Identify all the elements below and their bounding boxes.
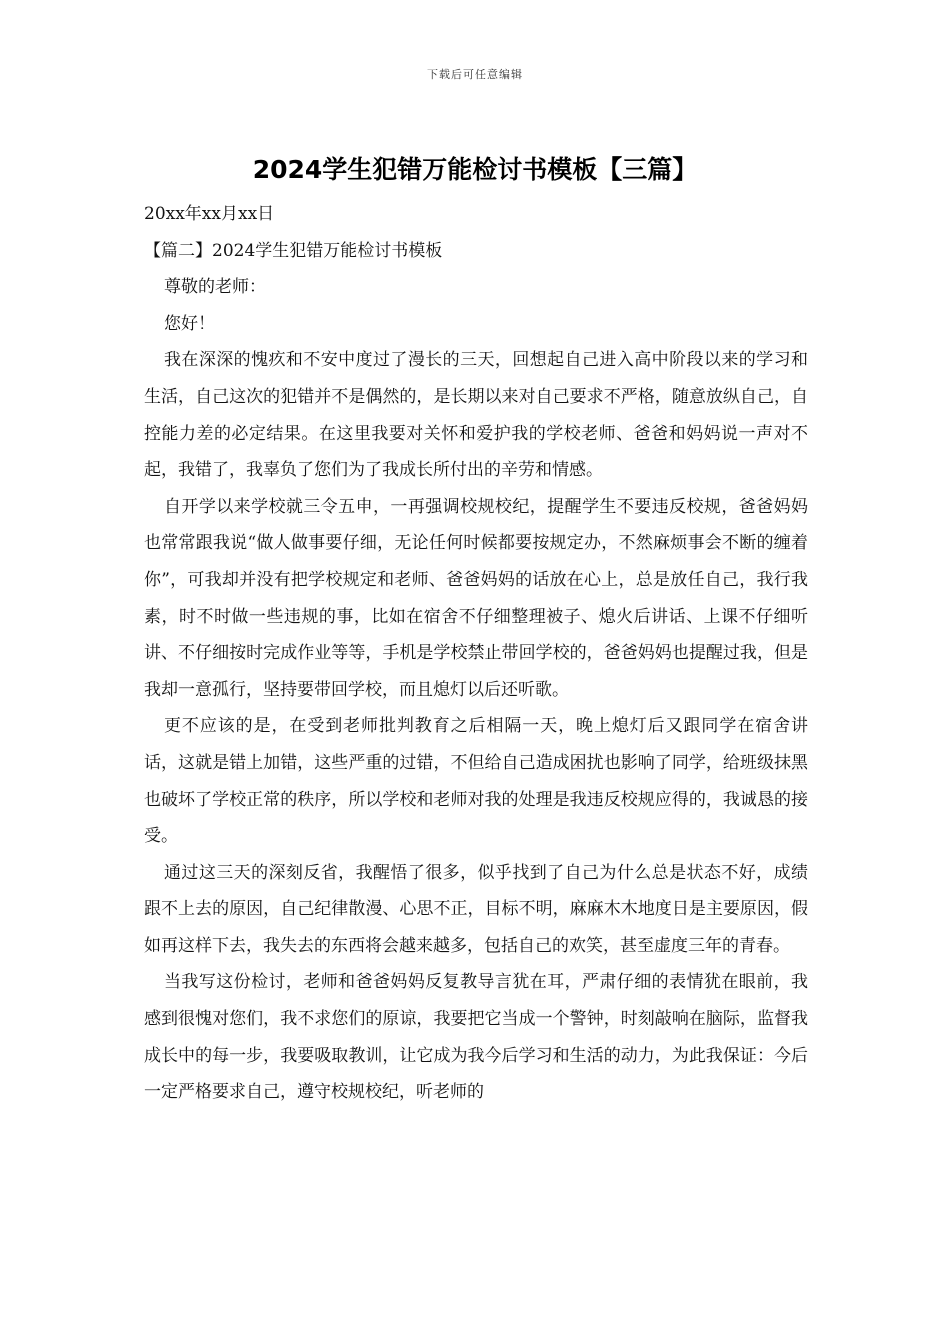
section-heading: 【篇二】2024学生犯错万能检讨书模板 xyxy=(144,240,443,261)
document-title: 2024学生犯错万能检讨书模板【三篇】 xyxy=(252,155,698,184)
paragraph: 更不应该的是，在受到老师批判教育之后相隔一天，晚上熄灯后又跟同学在宿舍讲话，这就是错上加错，这些严重的过错，不但给自己造成困扰也影响了同学，给班级抹黑也破坏了学校正常的秩序，所以学校和老师对我的处理是我违反校规应得的，我诚恳的接受。 xyxy=(144,716,808,847)
greeting: 您好！ xyxy=(164,313,215,334)
paragraph: 当我写这份检讨，老师和爸爸妈妈反复教导言犹在耳，严肃仔细的表情犹在眼前，我感到很愧对您们，我不求您们的原谅，我要把它当成一个警钟，时刻敲响在脑际，监督我成长中的每一步，我要吸取教训，让它成为我今后学习和生活的动力，为此我保证：今后一定严格要求自己，遵守校规校纪，听老师的 xyxy=(144,972,808,1103)
document-body xyxy=(144,196,808,1111)
date-line: 20xx年xx月xx日 xyxy=(144,204,275,224)
paragraph: 通过这三天的深刻反省，我醒悟了很多，似乎找到了自己为什么总是状态不好，成绩跟不上去的原因，自己纪律散漫、心思不正，目标不明，麻麻木木地度日是主要原因，假如再这样下去，我失去的东西将会越来越多，包括自己的欢笑，甚至虚度三年的青春。 xyxy=(144,862,808,956)
paragraph: 自开学以来学校就三令五申，一再强调校规校纪，提醒学生不要违反校规，爸爸妈妈也常常跟我说“做人做事要仔细，无论任何时候都要按规定办，不然麻烦事会不断的缠着你”，可我却并没有把学校规定和老师、爸爸妈妈的话放在心上，总是放任自己，我行我素，时不时做一些违规的事，比如在宿舍不仔细整理被子、熄火后讲话、上课不仔细听讲、不仔细按时完成作业等等，手机是学校禁止带回学校的，爸爸妈妈也提醒过我，但是我却一意孤行，坚持要带回学校，而且熄灯以后还听歌。 xyxy=(144,496,808,700)
paragraph: 我在深深的愧疚和不安中度过了漫长的三天，回想起自己进入高中阶段以来的学习和生活，自己这次的犯错并不是偶然的，是长期以来对自己要求不严格，随意放纵自己，自控能力差的必定结果。在这里我要对关怀和爱护我的学校老师、爸爸和妈妈说一声对不起，我错了，我辜负了您们为了我成长所付出的辛劳和情感。 xyxy=(144,350,808,481)
header-note: 下载后可任意编辑 xyxy=(427,68,523,81)
salutation: 尊敬的老师： xyxy=(164,277,266,298)
